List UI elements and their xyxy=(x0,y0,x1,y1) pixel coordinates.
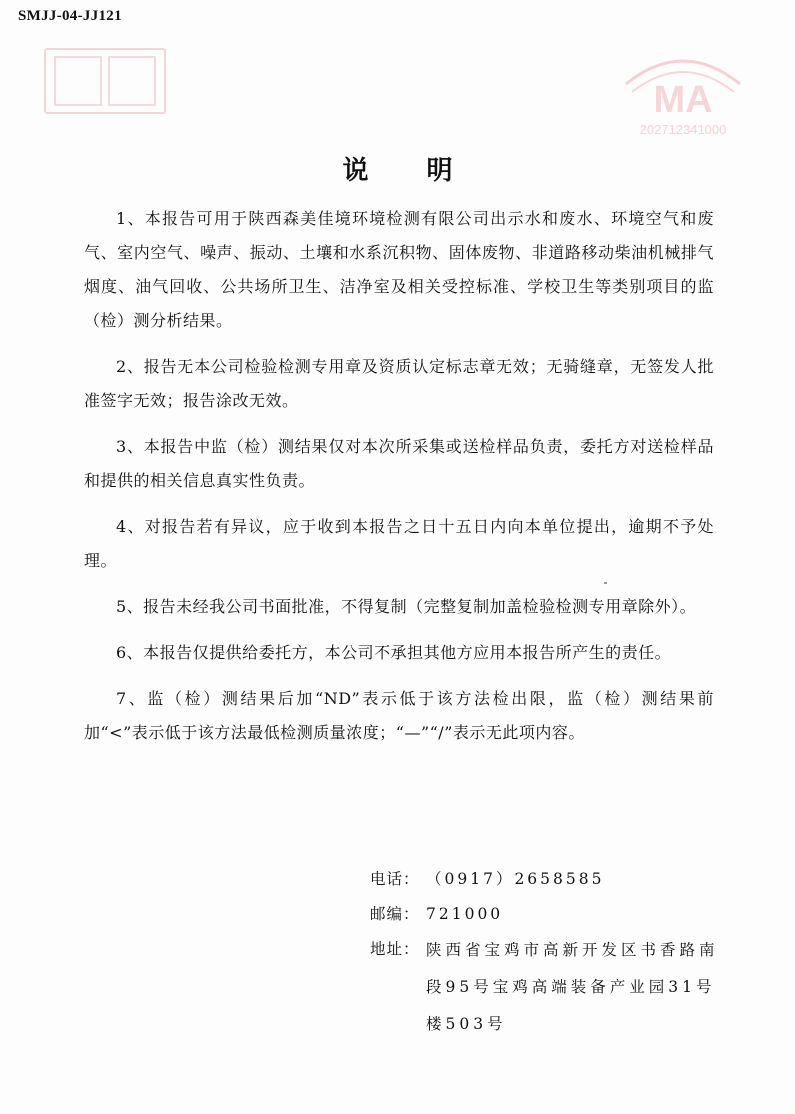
postcode-label: 邮编： xyxy=(370,905,420,923)
page-title: 说明 xyxy=(342,156,511,186)
phone-label: 电话： xyxy=(370,870,420,888)
clause-1: 1、本报告可用于陕西森美佳境环境检测有限公司出示水和废水、环境空气和废气、室内空气、噪声、振动、土壤和水系沉积物、固体废物、非道路移动柴油机械排气烟度、油气回收、公共场所卫生、洁净室及相关受控标准、学校卫生等类别项目的监（检）测分析结果。 xyxy=(84,209,714,330)
clause-6: 6、本报告仅提供给委托方，本公司不承担其他方应用本报告所产生的责任。 xyxy=(116,643,672,662)
postcode-value: 721000 xyxy=(426,905,504,923)
contact-block xyxy=(370,862,730,1043)
contact-postcode xyxy=(370,897,730,932)
clause-7: 7、监（检）测结果后加“ND”表示低于该方法检出限，监（检）测结果前加“<”表示低于该方法最低检测质量浓度；“—”“/”表示无此项内容。 xyxy=(84,689,714,742)
cma-seal-text: MA xyxy=(653,79,713,121)
cma-seal-number: 202712341000 xyxy=(639,122,727,137)
clause-4: 4、对报告若有异议，应于收到本报告之日十五日内向本单位提出，逾期不予处理。 xyxy=(84,517,714,570)
clause-5: 5、报告未经我公司书面批准，不得复制（完整复制加盖检验检测专用章除外）。 xyxy=(116,597,697,616)
clause-list xyxy=(84,202,714,762)
scan-speck xyxy=(604,582,607,584)
contact-phone xyxy=(370,862,730,897)
form-code: SMJJ-04-JJ121 xyxy=(18,8,122,24)
clause-3: 3、本报告中监（检）测结果仅对本次所采集或送检样品负责，委托方对送检样品和提供的相关信息真实性负责。 xyxy=(84,437,714,490)
contact-address xyxy=(370,932,730,1043)
stamp-seal xyxy=(44,48,166,114)
clause-2: 2、报告无本公司检验检测专用章及资质认定标志章无效；无骑缝章，无签发人批准签字无效；报告涂改无效。 xyxy=(84,357,714,410)
address-label: 地址： xyxy=(370,940,420,958)
address-value: 陕西省宝鸡市高新开发区书香路南段95号宝鸡高端装备产业园31号楼503号 xyxy=(426,941,719,1033)
cma-seal xyxy=(618,44,748,152)
phone-value: （0917）2658585 xyxy=(426,870,605,888)
